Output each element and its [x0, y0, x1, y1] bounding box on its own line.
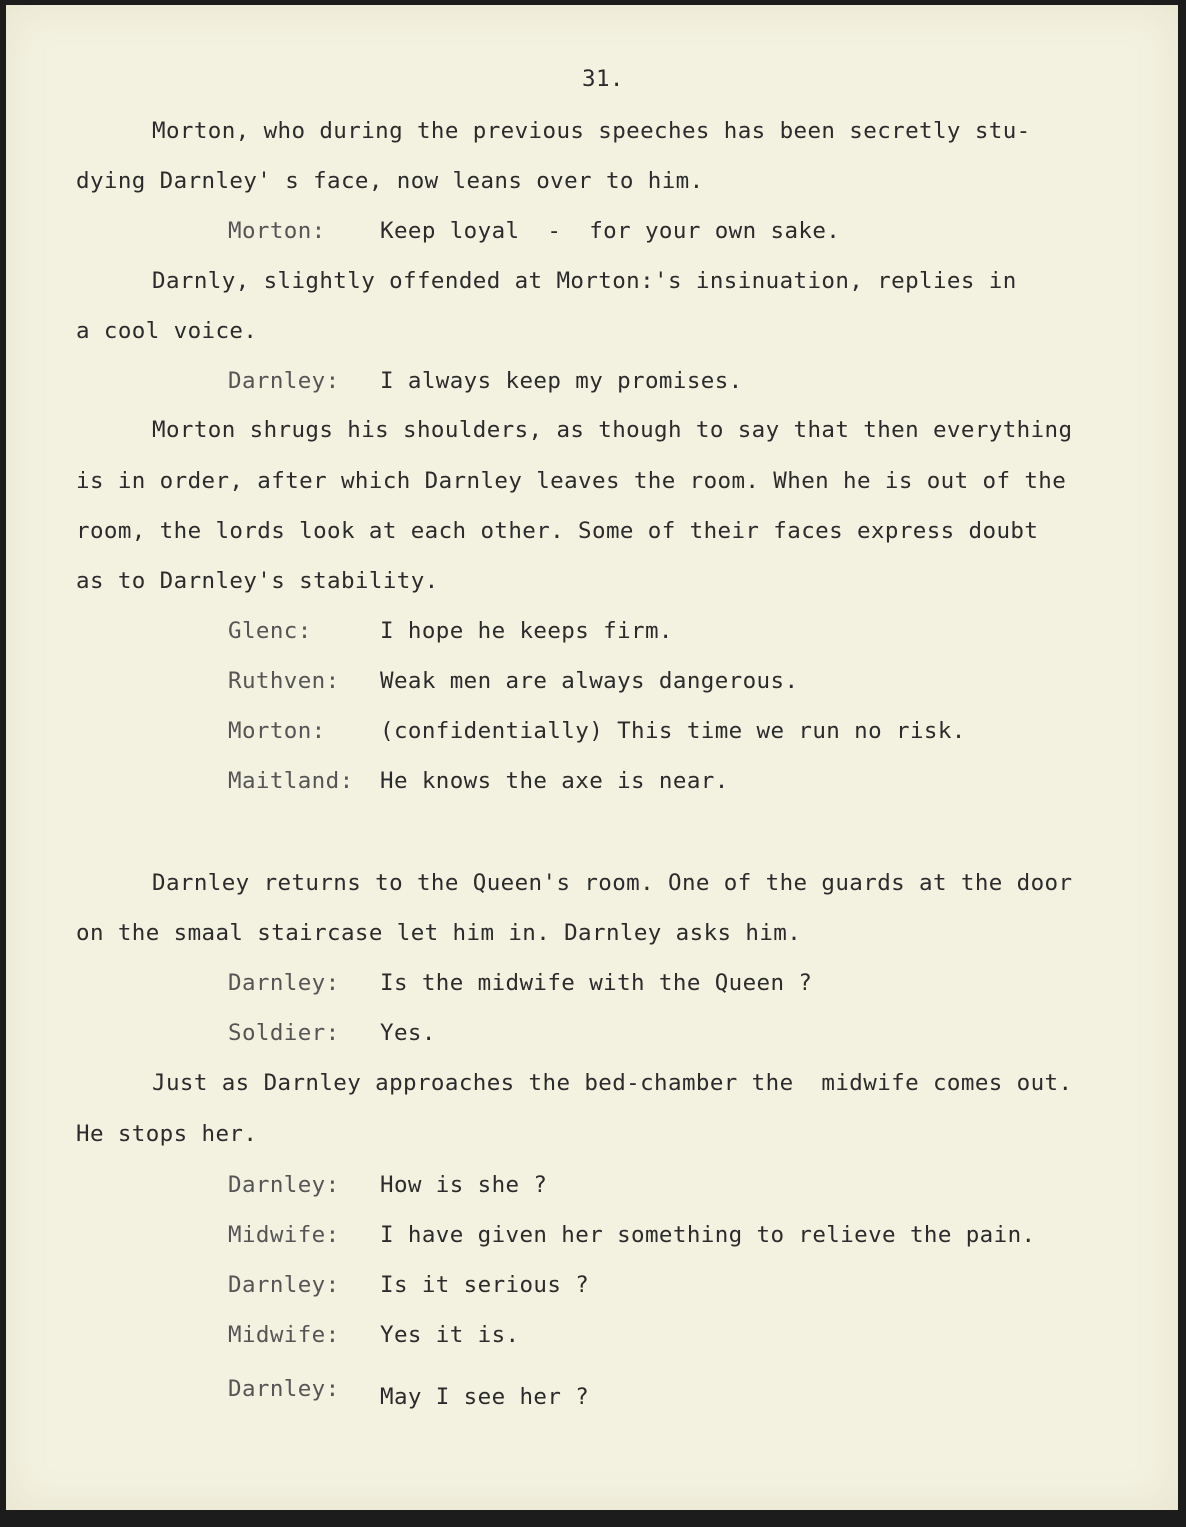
speech-text: May I see her ?	[380, 1384, 590, 1410]
speaker-name: Midwife:	[228, 1222, 340, 1248]
dialogue-line	[228, 1376, 590, 1495]
dialogue-line	[228, 767, 729, 879]
speech-text: Is the midwife with the Queen ?	[380, 970, 813, 996]
speaker-name: Darnley:	[228, 970, 340, 996]
speech-text: He knows the axe is near.	[380, 768, 729, 794]
speech-text: I hope he keeps firm.	[380, 618, 673, 644]
speech-text: Yes it is.	[380, 1322, 520, 1348]
speech-text: Keep loyal - for your own sake.	[380, 218, 841, 244]
speech-text: I always keep my promises.	[380, 368, 743, 394]
speaker-name: Soldier:	[228, 1020, 340, 1046]
paragraph-line: He stops her.	[76, 1121, 258, 1147]
paragraph-line: Darnley returns to the Queen's room. One of the guards at the door	[152, 870, 1073, 896]
paragraph-line: room, the lords look at each other. Some of their faces express doubt	[76, 518, 1039, 544]
speaker-name: Glenc:	[228, 618, 312, 644]
typewritten-page	[6, 5, 1178, 1510]
speech-text: I have given her something to relieve the pain.	[380, 1222, 1036, 1248]
speaker-name: Maitland:	[228, 768, 354, 794]
speaker-name: Midwife:	[228, 1322, 340, 1348]
paragraph-line: Just as Darnley approaches the bed-chamber the midwife comes out.	[152, 1070, 1073, 1096]
paragraph-line: is in order, after which Darnley leaves the room. When he is out of the	[76, 468, 1067, 494]
speech-text: How is she ?	[380, 1172, 548, 1198]
speaker-name: Darnley:	[228, 1272, 340, 1298]
speech-text: Yes.	[380, 1020, 436, 1046]
speaker-name: Morton:	[228, 218, 326, 244]
speaker-name: Darnley:	[228, 368, 340, 394]
paragraph-line: dying Darnley' s face, now leans over to him.	[76, 168, 704, 194]
speaker-name: Darnley:	[228, 1172, 340, 1198]
paragraph-line: a cool voice.	[76, 318, 258, 344]
speech-text: (confidentially) This time we run no risk.	[380, 718, 966, 744]
speaker-name: Morton:	[228, 718, 326, 744]
paragraph-line: as to Darnley's stability.	[76, 568, 439, 594]
page-number: 31.	[582, 66, 624, 92]
paragraph-line: Morton shrugs his shoulders, as though to say that then everything	[152, 417, 1073, 443]
speaker-name: Ruthven:	[228, 668, 340, 694]
speech-text: Weak men are always dangerous.	[380, 668, 799, 694]
speaker-name: Darnley:	[228, 1376, 340, 1402]
paragraph-line: on the smaal staircase let him in. Darnley asks him.	[76, 920, 802, 946]
speech-text: Is it serious ?	[380, 1272, 590, 1298]
paragraph-line: Darnly, slightly offended at Morton:'s insinuation, replies in	[152, 268, 1017, 294]
paragraph-line: Morton, who during the previous speeches has been secretly stu-	[152, 118, 1031, 144]
